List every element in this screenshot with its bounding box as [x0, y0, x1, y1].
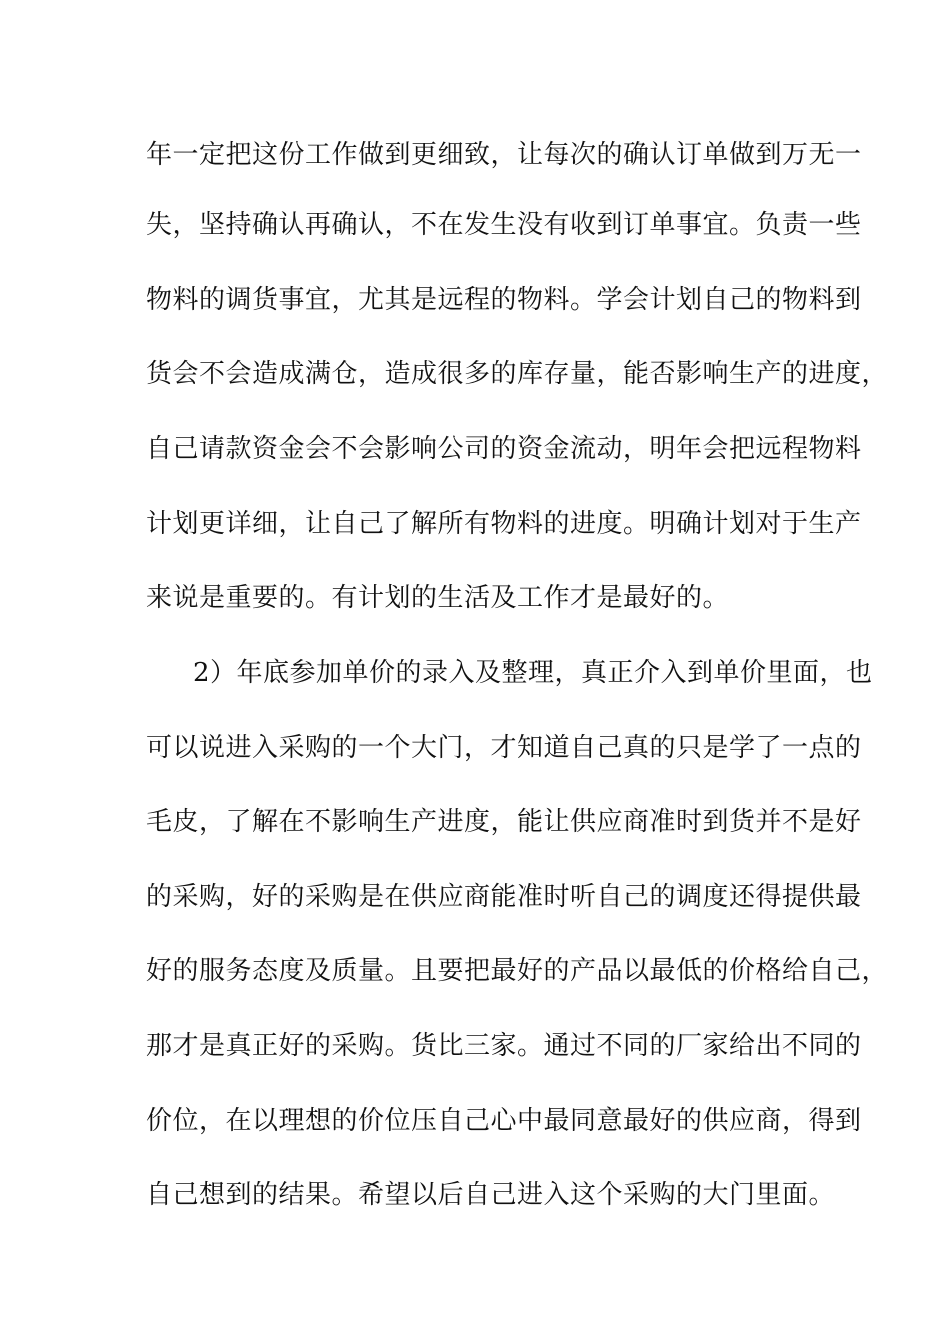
text-line: 那才是真正好的采购。货比三家。通过不同的厂家给出不同的: [146, 1031, 862, 1061]
text-line: 毛皮，了解在不影响生产进度，能让供应商准时到货并不是好: [146, 807, 862, 837]
text-line: 年一定把这份工作做到更细致，让每次的确认订单做到万无一: [146, 140, 862, 170]
text-line: 好的服务态度及质量。且要把最好的产品以最低的价格给自己，: [146, 956, 889, 986]
text-line: 可以说进入采购的一个大门，才知道自己真的只是学了一点的: [146, 733, 862, 763]
text-line: 自己请款资金会不会影响公司的资金流动，明年会把远程物料: [146, 434, 862, 464]
text-line: 货会不会造成满仓，造成很多的库存量，能否影响生产的进度，: [146, 359, 889, 389]
text-line: 的采购，好的采购是在供应商能准时听自己的调度还得提供最: [146, 882, 862, 912]
text-line: 来说是重要的。有计划的生活及工作才是最好的。: [146, 583, 730, 613]
text-line: 计划更详细，让自己了解所有物料的进度。明确计划对于生产: [146, 509, 862, 539]
text-line: 价位，在以理想的价位压自己心中最同意最好的供应商，得到: [146, 1106, 862, 1136]
text-line-paragraph-start: 2）年底参加单价的录入及整理，真正介入到单价里面，也: [193, 658, 873, 688]
text-line: 物料的调货事宜，尤其是远程的物料。学会计划自己的物料到: [146, 285, 862, 315]
text-line: 失，坚持确认再确认，不在发生没有收到订单事宜。负责一些: [146, 210, 862, 240]
text-line: 自己想到的结果。希望以后自己进入这个采购的大门里面。: [146, 1180, 836, 1210]
